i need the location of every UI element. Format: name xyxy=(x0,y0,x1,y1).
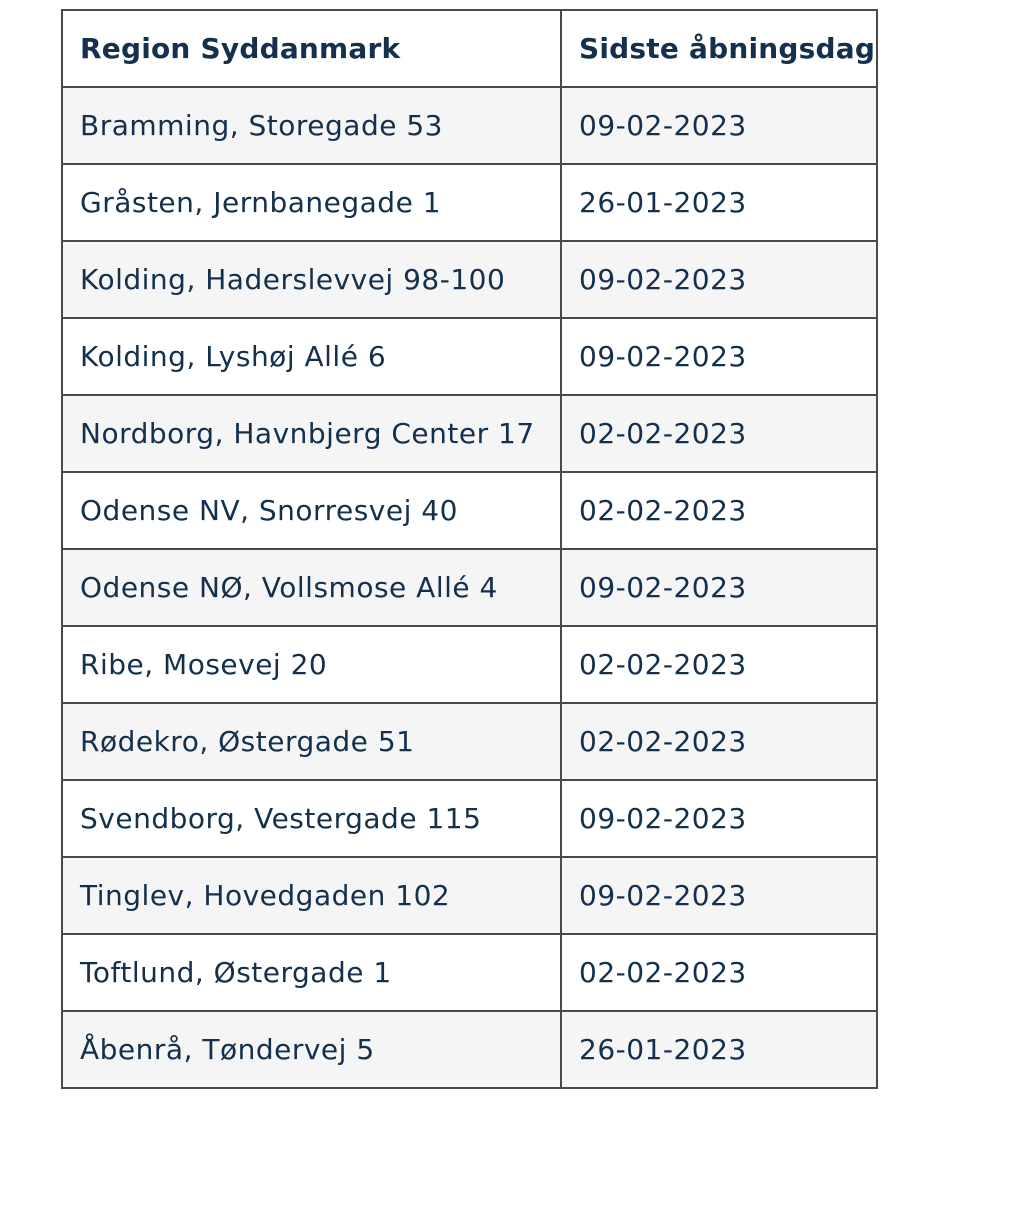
location-cell: Rødekro, Østergade 51 xyxy=(62,703,561,780)
location-cell: Odense NV, Snorresvej 40 xyxy=(62,472,561,549)
date-cell: 09-02-2023 xyxy=(561,318,877,395)
date-cell: 02-02-2023 xyxy=(561,934,877,1011)
table-row xyxy=(62,1011,877,1088)
table-row xyxy=(62,857,877,934)
table-row xyxy=(62,934,877,1011)
location-cell: Bramming, Storegade 53 xyxy=(62,87,561,164)
location-cell: Ribe, Mosevej 20 xyxy=(62,626,561,703)
location-cell: Kolding, Lyshøj Allé 6 xyxy=(62,318,561,395)
location-cell: Svendborg, Vestergade 115 xyxy=(62,780,561,857)
date-cell: 02-02-2023 xyxy=(561,626,877,703)
table-row xyxy=(62,472,877,549)
table-row xyxy=(62,549,877,626)
date-cell: 09-02-2023 xyxy=(561,87,877,164)
location-cell: Nordborg, Havnbjerg Center 17 xyxy=(62,395,561,472)
location-cell: Toftlund, Østergade 1 xyxy=(62,934,561,1011)
location-cell: Odense NØ, Vollsmose Allé 4 xyxy=(62,549,561,626)
location-cell: Åbenrå, Tøndervej 5 xyxy=(62,1011,561,1088)
date-cell: 26-01-2023 xyxy=(561,164,877,241)
table-row xyxy=(62,703,877,780)
table-row xyxy=(62,626,877,703)
date-cell: 09-02-2023 xyxy=(561,857,877,934)
date-cell: 02-02-2023 xyxy=(561,395,877,472)
table-header xyxy=(62,10,877,87)
date-cell: 09-02-2023 xyxy=(561,780,877,857)
header-last-opening-day: Sidste åbningsdag xyxy=(561,10,877,87)
table-row xyxy=(62,241,877,318)
table-row xyxy=(62,395,877,472)
table-row xyxy=(62,87,877,164)
date-cell: 26-01-2023 xyxy=(561,1011,877,1088)
table-row xyxy=(62,318,877,395)
date-cell: 09-02-2023 xyxy=(561,241,877,318)
date-cell: 02-02-2023 xyxy=(561,472,877,549)
header-row xyxy=(62,10,877,87)
location-cell: Gråsten, Jernbanegade 1 xyxy=(62,164,561,241)
table-row xyxy=(62,164,877,241)
date-cell: 09-02-2023 xyxy=(561,549,877,626)
location-cell: Kolding, Haderslevvej 98-100 xyxy=(62,241,561,318)
location-cell: Tinglev, Hovedgaden 102 xyxy=(62,857,561,934)
locations-table xyxy=(61,9,878,1089)
header-region: Region Syddanmark xyxy=(62,10,561,87)
date-cell: 02-02-2023 xyxy=(561,703,877,780)
table-row xyxy=(62,780,877,857)
table-body xyxy=(62,87,877,1088)
